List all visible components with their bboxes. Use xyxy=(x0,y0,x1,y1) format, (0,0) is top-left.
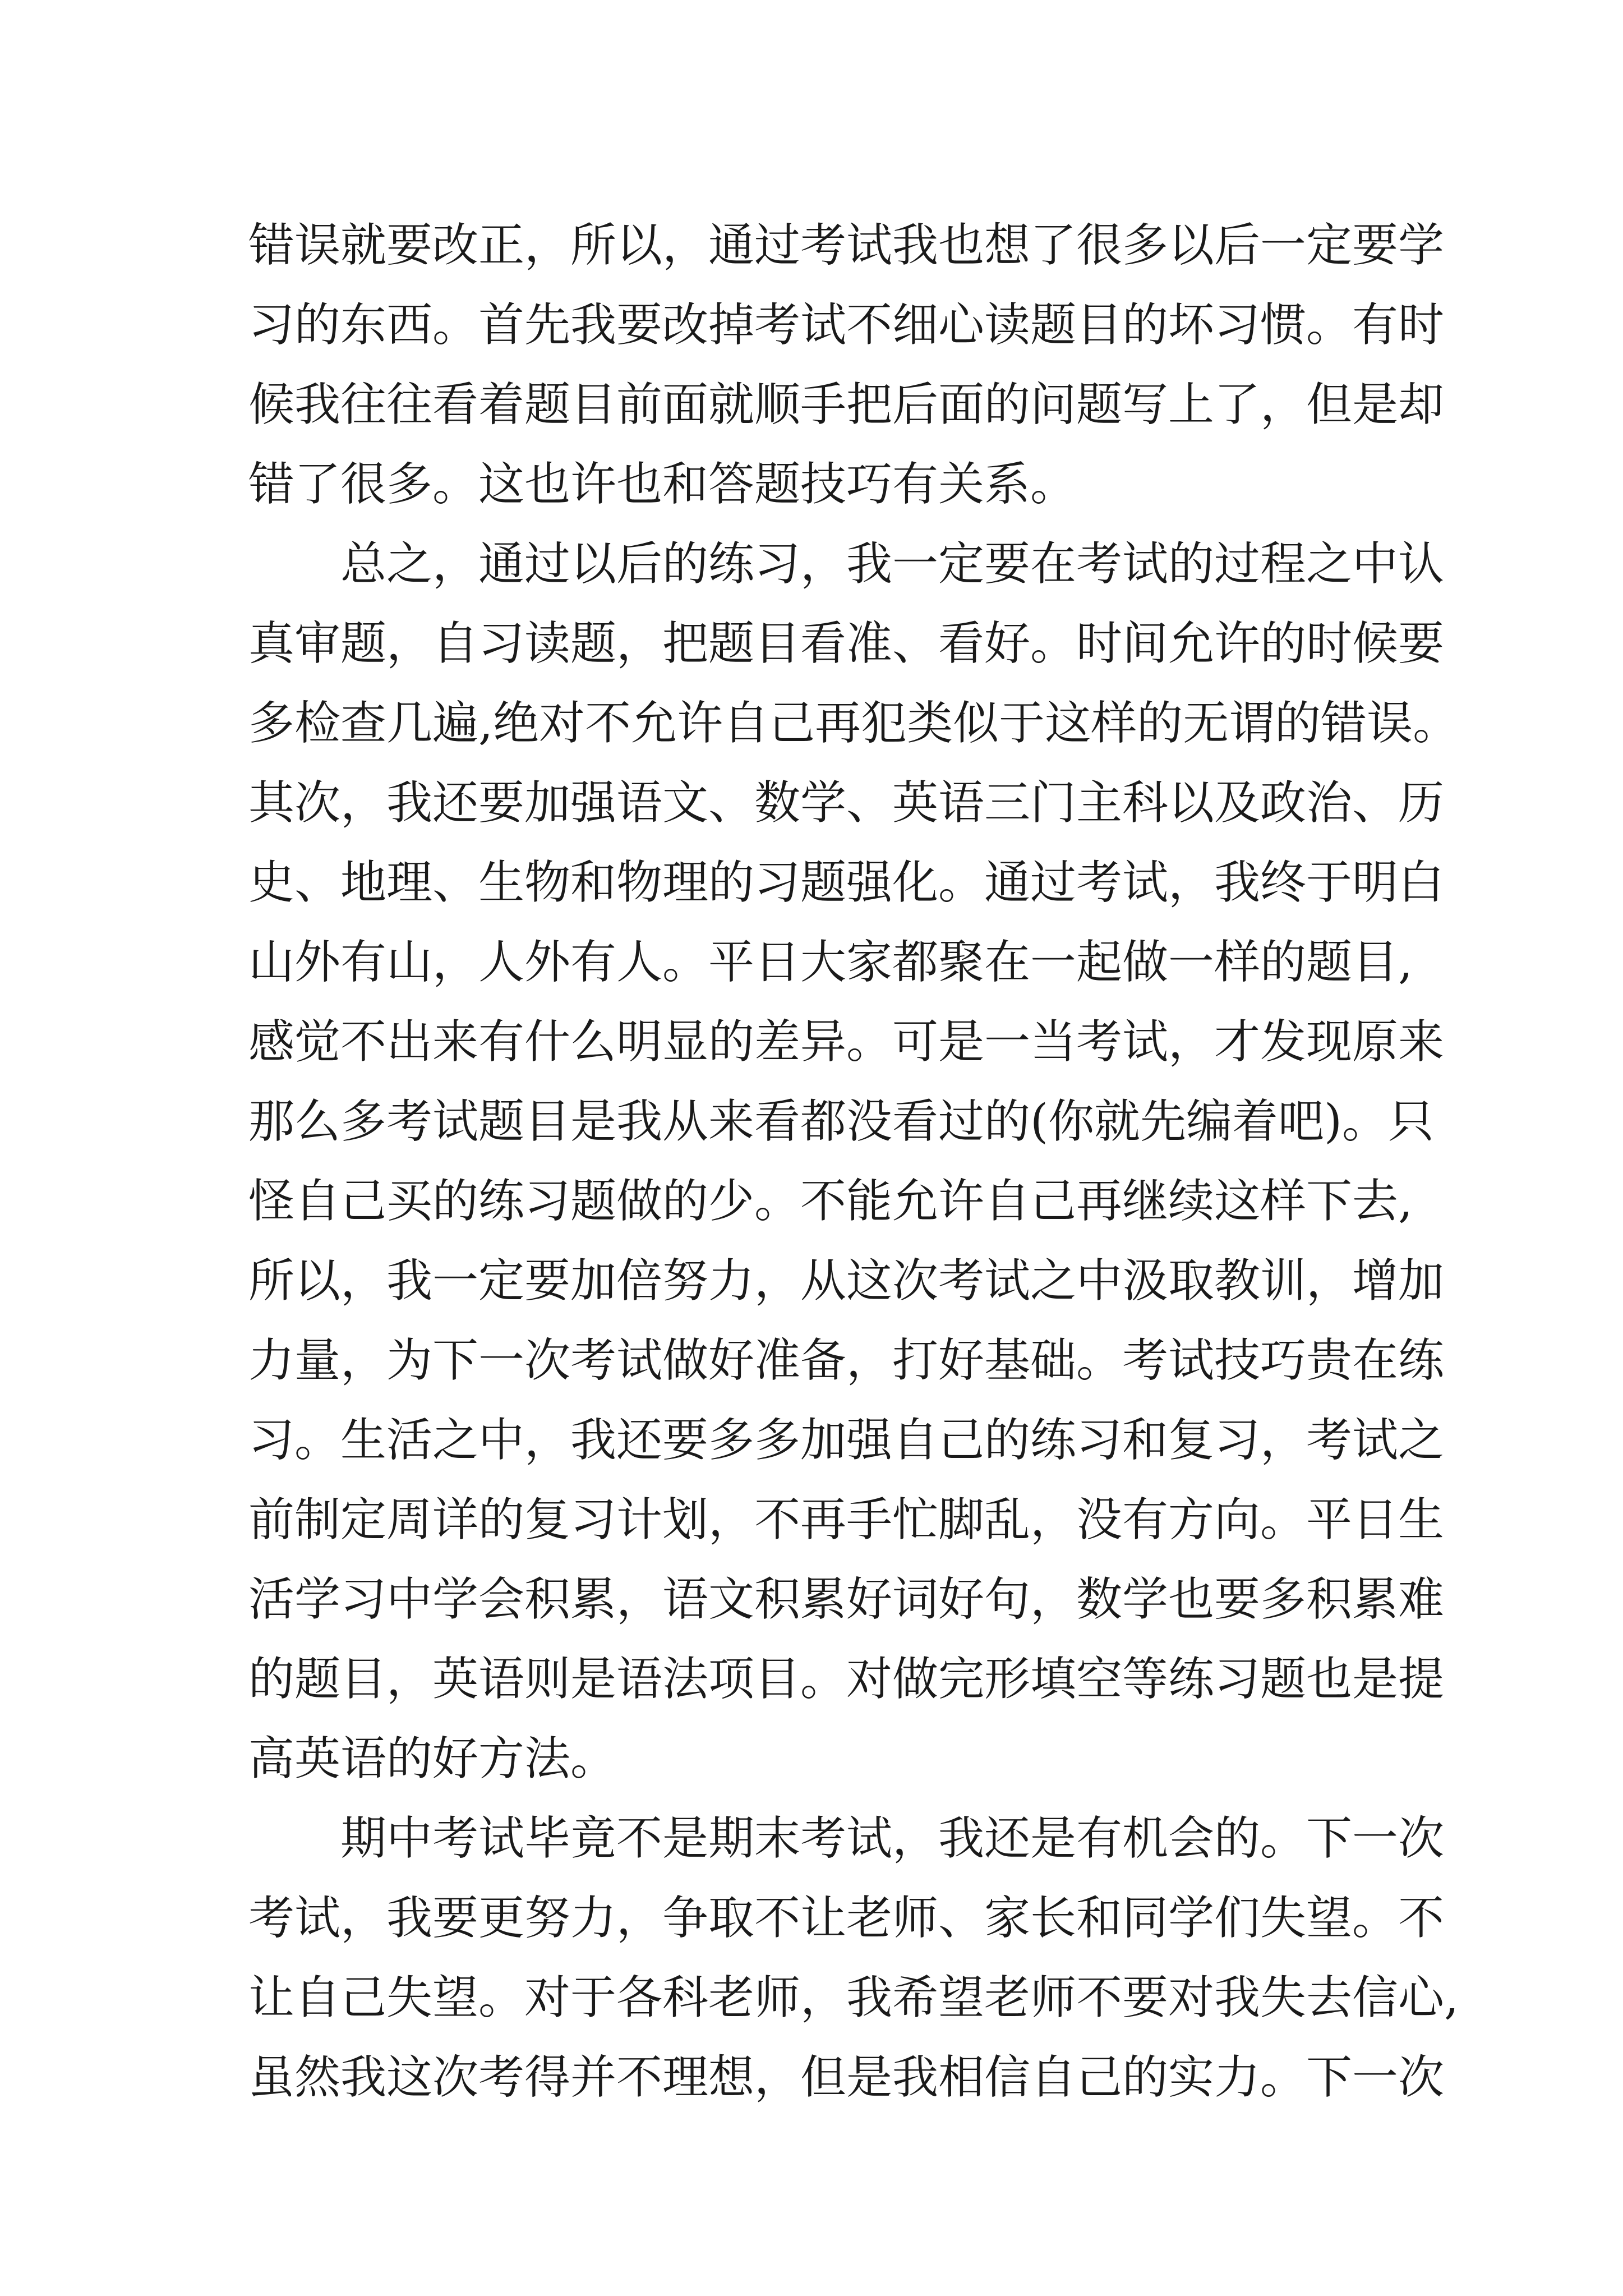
paragraph-1-line-3: 候我往往看着题目前面就顺手把后面的问题写上了，但是却 xyxy=(248,378,1445,431)
paragraph-2-line-5: 史、地理、生物和物理的习题强化。通过考试，我终于明白 xyxy=(248,856,1445,909)
paragraph-2-line-14: 活学习中学会积累，语文积累好词好句，数学也要多积累难 xyxy=(248,1573,1445,1626)
paragraph-1-line-1: 错误就要改正，所以，通过考试我也想了很多以后一定要学 xyxy=(248,219,1445,272)
paragraph-1-line-2: 习的东西。首先我要改掉考试不细心读题目的坏习惯。有时 xyxy=(248,298,1445,352)
paragraph-2-line-13: 前制定周详的复习计划，不再手忙脚乱，没有方向。平日生 xyxy=(248,1493,1445,1547)
paragraph-2-line-15: 的题目，英语则是语法项目。对做完形填空等练习题也是提 xyxy=(248,1653,1445,1706)
paragraph-2-line-9: 怪自己买的练习题做的少。不能允许自己再继续这样下去, xyxy=(248,1175,1413,1228)
paragraph-2-line-1: 总之，通过以后的练习，我一定要在考试的过程之中认 xyxy=(340,537,1445,591)
paragraph-1-line-4: 错了很多。这也许也和答题技巧有关系。 xyxy=(248,458,1077,511)
paragraph-2-line-7: 感觉不出来有什么明显的差异。可是一当考试，才发现原来 xyxy=(248,1015,1445,1069)
paragraph-2-line-10: 所以，我一定要加倍努力，从这次考试之中汲取教训，增加 xyxy=(248,1254,1445,1308)
paragraph-2-line-12: 习。生活之中，我还要多多加强自己的练习和复习，考试之 xyxy=(248,1414,1445,1467)
paragraph-2-line-2: 真审题，自习读题，把题目看准、看好。时间允许的时候要 xyxy=(248,617,1445,670)
document-body xyxy=(248,206,1459,2118)
paragraph-3-line-2: 考试，我要更努力，争取不让老师、家长和同学们失望。不 xyxy=(248,1892,1445,1945)
paragraph-2-line-11: 力量，为下一次考试做好准备，打好基础。考试技巧贵在练 xyxy=(248,1334,1445,1387)
paragraph-3-line-4: 虽然我这次考得并不理想，但是我相信自己的实力。下一次 xyxy=(248,2051,1445,2104)
paragraph-2-line-4: 其次，我还要加强语文、数学、英语三门主科以及政治、历 xyxy=(248,776,1445,830)
paragraph-3-line-3: 让自己失望。对于各科老师，我希望老师不要对我失去信心, xyxy=(248,1971,1459,2024)
paragraph-2-line-16: 高英语的好方法。 xyxy=(248,1732,617,1786)
paragraph-3-line-1: 期中考试毕竟不是期末考试，我还是有机会的。下一次 xyxy=(340,1812,1445,1865)
paragraph-2-line-6: 山外有山，人外有人。平日大家都聚在一起做一样的题目, xyxy=(248,936,1413,989)
paragraph-2-line-3: 多检查几遍,绝对不允许自己再犯类似于这样的无谓的错误。 xyxy=(248,697,1459,750)
paragraph-2-line-8: 那么多考试题目是我从来看都没看过的(你就先编着吧)。只 xyxy=(248,1095,1434,1148)
